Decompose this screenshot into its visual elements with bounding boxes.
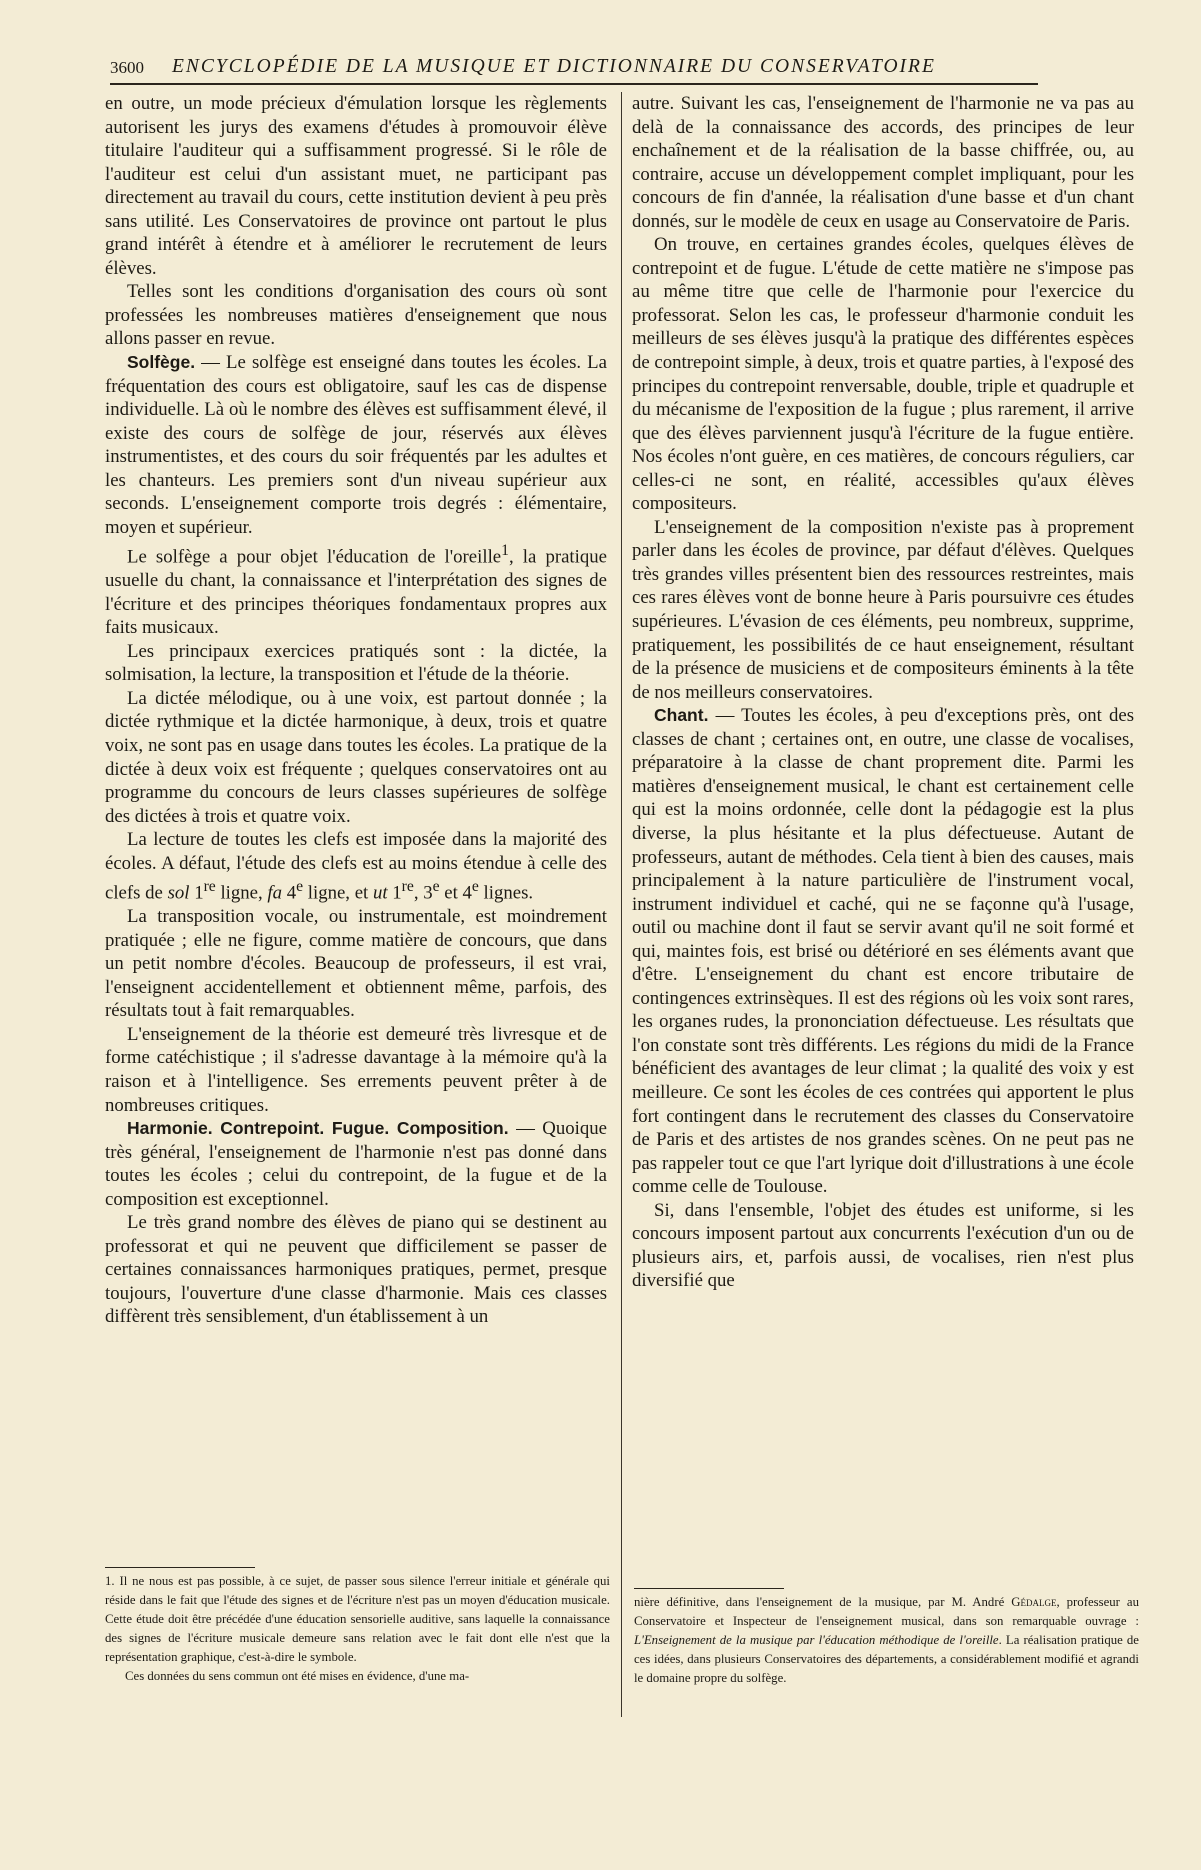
ordinal-suffix: e bbox=[296, 878, 304, 896]
section-heading-chant: Chant. bbox=[654, 705, 709, 726]
left-column bbox=[105, 92, 607, 1329]
footnote-text: . La réalisation pratique de ces idées, dans plusieurs Conservatoires des départements, a considérablement modifié et agrandi le domaine propre du solfège. bbox=[634, 1633, 1139, 1685]
page-number: 3600 bbox=[110, 58, 144, 77]
ordinal-suffix: e bbox=[432, 878, 440, 896]
clef-name: ut bbox=[372, 882, 388, 904]
paragraph-text: — Quoique très général, l'enseignement de l'harmonie n'est pas donné dans toutes les écoles ; celui du contrepoint, de la fugue et de la composition est exceptionnel. bbox=[105, 1118, 607, 1210]
ordinal-suffix: e bbox=[471, 878, 479, 896]
paragraph-text: — Toutes les écoles, à peu d'exceptions près, ont des classes de chant ; certaines ont, en outre, une classe de vocalises, préparatoire à la classe de chant proprement dite. Parmi les matières d'enseignement musical, le chant est certainement celle qui est la moins ordonnée, celle dont la pédagogie est la plus diverse, la plus hésitante et la plus défectueuse. Autant de professeurs, autant de méthodes. Cela tient à bien des causes, mais principalement à la nature particulière de l'instrument vocal, instrument individuel et caché, qui ne se façonne qu'à l'usage, outil ou machine dont il faut se servir avant qu'il ne soit formé et qui, maintes fois, est brisé ou détérioré en ses éléments avant que d'être. L'enseignement du chant est encore tributaire de contingences extrinsèques. Il est des régions où les voix sont rares, les organes rudes, la prononciation défectueuse. Les résultats que l'on constate sont très différents. Les régions du midi de la France bénéficient des avantages de leur climat ; la qualité des voix y est meilleure. Ce sont les écoles de ces contrées qui apportent le plus fort contingent dans le recrutement des classes du Conservatoire de Paris et des artistes de nos grandes scènes. On ne peut pas ne pas rappeler tout ce que l'art lyrique doit d'illustrations à une école comme celle de Toulouse. bbox=[632, 705, 1134, 1198]
paragraph-text: , la pratique usuelle du chant, la connaissance et l'interprétation des signes de l'écriture et des principes théoriques fondamentaux propres aux faits musicaux. bbox=[105, 546, 607, 639]
book-title: L'Enseignement de la musique par l'éducation méthodique de l'oreille bbox=[634, 1633, 999, 1647]
footnote-1-continued: Ces données du sens commun ont été mises en évidence, d'une ma- bbox=[125, 1669, 470, 1683]
paragraph bbox=[105, 539, 607, 639]
paragraph: La dictée mélodique, ou à une voix, est partout donnée ; la dictée rythmique et la dictée harmonique, à deux, trois et quatre voix, ne sont pas en usage dans toutes les écoles. La pratique de la dictée à deux voix est fréquente ; quelques conservatoires ont au programme du concours de leurs classes supérieures de solfège des dictées à trois et quatre voix. bbox=[105, 687, 607, 827]
paragraph-text: , 3 bbox=[413, 882, 433, 904]
clef-name: fa bbox=[267, 882, 283, 904]
footnote-ref: 1 bbox=[501, 542, 509, 560]
section-heading-harmonie: Harmonie. Contrepoint. Fugue. Composition. bbox=[127, 1118, 509, 1139]
paragraph-text: 1 bbox=[189, 882, 204, 904]
paragraph-solfege bbox=[105, 351, 607, 539]
paragraph-text: ligne, bbox=[215, 882, 268, 904]
section-heading-solfege: Solfège. bbox=[127, 352, 196, 373]
paragraph: Les principaux exercices pratiqués sont : la dictée, la solmisation, la lecture, la transposition et l'étude de la théorie. bbox=[105, 640, 607, 686]
footnotes-right bbox=[634, 1593, 1139, 1688]
footnote-rule-right bbox=[634, 1588, 784, 1589]
paragraph-text: et 4 bbox=[439, 882, 472, 904]
running-title: ENCYCLOPÉDIE DE LA MUSIQUE ET DICTIONNAIRE DU CONSERVATOIRE bbox=[172, 56, 936, 77]
paragraph: en outre, un mode précieux d'émulation lorsque les règlements autorisent les jurys des examens d'études à promouvoir élève titulaire l'auditeur qui a suffisamment progressé. Si le rôle de l'auditeur est celui d'un assistant muet, ne participant pas directement au travail du cours, cette institution devient à peu près sans utilité. Les Conservatoires de province ont partout le plus grand intérêt à étendre et à améliorer le recrutement de leurs élèves. bbox=[105, 93, 607, 279]
footnote-text: , professeur au Conservatoire et Inspecteur de l'enseignement musical, dans son remarquable ouvrage : bbox=[634, 1595, 1139, 1628]
ordinal-suffix: re bbox=[203, 878, 216, 896]
paragraph: La transposition vocale, ou instrumentale, est moindrement pratiquée ; elle ne figure, comme matière de concours, que dans un petit nombre d'écoles. Beaucoup de professeurs, il est vrai, l'enseignent accidentellement et obtiennent même, parfois, des résultats tout à fait remarquables. bbox=[105, 906, 607, 1022]
ordinal-suffix: re bbox=[401, 878, 414, 896]
clef-name: sol bbox=[167, 882, 190, 904]
footnote-1: 1. Il ne nous est pas possible, à ce sujet, de passer sous silence l'erreur initiale et générale qui réside dans le fait que l'étude des signes et de l'écriture n'est pas un moyen d'éducation musicale. Cette étude doit être précédée d'une éducation sensorielle auditive, sans laquelle la connaissance des signes de l'écriture musicale demeure sans relation avec le fait dont elle n'est que la représentation graphique, c'est-à-dire le symbole. bbox=[105, 1574, 610, 1664]
footnote-text: nière définitive, dans l'enseignement de la musique, par M. André bbox=[634, 1595, 1012, 1609]
footnote-rule-left bbox=[105, 1567, 255, 1568]
paragraph-text: La lecture de toutes les clefs est imposée dans la majorité des écoles. A défaut, l'étude des clefs est au moins étendue à celle des clefs de bbox=[105, 829, 607, 904]
paragraph: autre. Suivant les cas, l'enseignement de l'harmonie ne va pas au delà de la connaissance des accords, des principes de leur enchaînement et de la réalisation de la basse chiffrée, ou, au contraire, accuse un développement complet impliquant, pour les concours de fin d'année, la réalisation d'une basse et d'un chant donnés, sur le modèle de ceux en usage au Conservatoire de Paris. bbox=[632, 93, 1134, 232]
paragraph-text: 1 bbox=[387, 882, 402, 904]
right-column bbox=[632, 92, 1134, 1293]
paragraph-text: lignes. bbox=[478, 882, 534, 904]
column-divider bbox=[621, 92, 622, 1717]
paragraph: Si, dans l'ensemble, l'objet des études est uniforme, si les concours imposent partout aux concurrents l'exécution d'un ou de plusieurs airs, et, parfois aussi, de vocalises, rien n'est plus diversifié que bbox=[632, 1199, 1134, 1292]
paragraph-text: — Le solfège est enseigné dans toutes les écoles. La fréquentation des cours est obligatoire, sauf les cas de dispense individuelle. Là où le nombre des élèves est suffisamment élevé, il existe des cours de solfège de jour, réservés aux élèves instrumentistes, et des cours du soir fréquentés par les adultes et les chanteurs. Les premiers sont d'un niveau supérieur aux seconds. L'enseignement comporte trois degrés : élémentaire, moyen et supérieur. bbox=[105, 352, 607, 538]
header-rule bbox=[110, 83, 1038, 85]
paragraph: L'enseignement de la composition n'existe pas à proprement parler dans les écoles de province, par défaut d'élèves. Quelques très grandes villes présentent bien des ressources restreintes, mais ces rares élèves vont de bonne heure à Paris poursuivre ces études supérieures. L'évasion de ces éléments, peu nombreux, supprime, pratiquement, les possibilités de ce haut enseignement, résultant de la présence de musiciens et de compositeurs éminents à la tête de nos meilleurs conservatoires. bbox=[632, 516, 1134, 703]
page-header bbox=[110, 56, 1040, 82]
paragraph-text: 4 bbox=[282, 882, 297, 904]
footnote-1-end bbox=[634, 1593, 1139, 1688]
paragraph-chant bbox=[632, 704, 1134, 1198]
paragraph: Le très grand nombre des élèves de piano qui se destinent au professorat et qui ne peuvent que difficilement se passer de certaines connaissances harmoniques pratiques, permet, presque toujours, l'ouverture d'une classe d'harmonie. Mais ces classes diffèrent très sensiblement, d'un établissement à un bbox=[105, 1212, 607, 1328]
paragraph: Telles sont les conditions d'organisation des cours où sont professées les nombreuses matières d'enseignement que nous allons passer en revue. bbox=[105, 281, 607, 350]
paragraph-harmonie bbox=[105, 1117, 607, 1211]
paragraph: On trouve, en certaines grandes écoles, quelques élèves de contrepoint et de fugue. L'étude de cette matière ne s'impose pas au même titre que celle de l'harmonie pour l'exercice du professorat. Selon les cas, le professeur d'harmonie conduit les meilleurs de ses élèves jusqu'à la pratique des différentes espèces de contrepoint simple, à deux, trois et quatre parties, à l'exposé des principes du contrepoint renversable, double, triple et quadruple et du mécanisme de l'exposition de la fugue ; plus rarement, il arrive que des élèves parviennent jusqu'à l'écriture de la fugue entière. Nos écoles n'ont guère, en ces matières, de concours réguliers, car celles-ci ne sont, en réalité, accessibles qu'aux élèves compositeurs. bbox=[632, 234, 1134, 515]
paragraph-clefs bbox=[105, 828, 607, 905]
paragraph: L'enseignement de la théorie est demeuré très livresque et de forme catéchistique ; il s'adresse davantage à la mémoire qu'à la raison et à l'intelligence. Ses errements peuvent prêter à de nombreuses critiques. bbox=[105, 1023, 607, 1116]
paragraph-text: Le solfège a pour objet l'éducation de l'oreille bbox=[127, 546, 502, 568]
author-name: Gédalge bbox=[1011, 1595, 1057, 1609]
footnotes-left bbox=[105, 1572, 610, 1686]
paragraph-text: ligne, et bbox=[303, 882, 373, 904]
